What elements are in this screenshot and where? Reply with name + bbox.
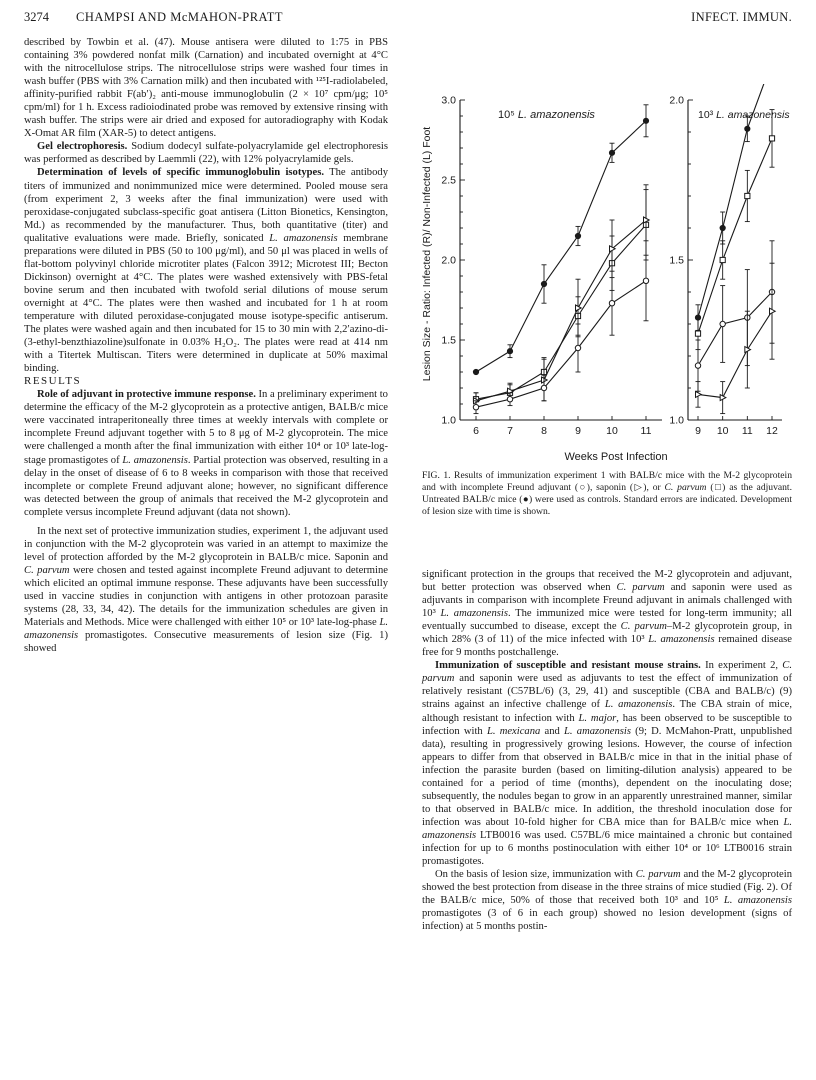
running-header bbox=[24, 10, 792, 30]
paragraph: Role of adjuvant in protective immune response. In a preliminary experiment to determine the efficacy of the M-2 glycoprotein as a protective antigen, BALB/c mice were vaccinated intraperitoneally three times at weekly intervals with complete or incomplete Freund adjuvant together with 5 to 8 μg of M-2 glycoprotein. The mice were challenged a month after the final immunization with either 10⁴ or 10³ late-log-stage promastigotes of L. amazonensis. Partial protection was observed, resulting in a delay in the onset of disease of 6 to 8 weeks in comparison with those that received incomplete or complete Freund adjuvant alone; however, no significant difference was detected between the group of animals that received the M-2 glycoprotein and complete versus incomplete Freund adjuvant (data not shown). bbox=[24, 389, 389, 518]
series-line-open-square bbox=[476, 225, 646, 399]
y-tick-label: 2.5 bbox=[441, 174, 456, 187]
paragraph: described by Towbin et al. (47). Mouse antisera were diluted to 1:75 in PBS containing 3% powdered nonfat milk (Carnation) and incubated overnight at 4°C with the nitrocellulose strips. The nitrocellulose strips were washed four times in wash buffer (PBS with 3% Carnation milk) and then incubated with ¹²⁵I-radiolabeled, affinity-purified rabbit F(ab′)₂ anti-mouse immunoglobulin (2 × 10⁷ cpm/μg; 10⁵ cpm/ml) for 1 h. Excess radioiodinated probe was removed by extensive rinsing with wash buffer. The strips were air dried and exposed for autoradiography with Kodak X-Omat AR film (XAR-5) to detect antigens. bbox=[24, 37, 388, 140]
figure-1 bbox=[416, 84, 792, 468]
data-point-open-square bbox=[769, 136, 774, 141]
y-tick-label: 1.0 bbox=[441, 414, 456, 427]
data-point-filled-circle bbox=[507, 349, 512, 354]
x-tick-label: 9 bbox=[575, 425, 581, 437]
data-point-open-circle bbox=[720, 321, 725, 326]
data-point-filled-circle bbox=[575, 233, 580, 238]
y-tick-label: 1.5 bbox=[441, 334, 456, 347]
data-point-open-circle bbox=[541, 385, 546, 390]
x-tick-label: 9 bbox=[695, 425, 701, 437]
left-column bbox=[24, 36, 388, 655]
paragraph: On the basis of lesion size, immunization with C. parvum and the M-2 glycoprotein showed the best protection from disease in the three strains of mice studied (Fig. 2). Of the BALB/c mice, 50% of those that received both 10³ and 10⁵ L. amazonensis promastigotes (3 of 6 in each group) showed no lesion development (signs of infection) at 5 months postin- bbox=[422, 869, 792, 933]
y-tick-label: 2.0 bbox=[669, 94, 684, 107]
data-point-open-square bbox=[720, 257, 725, 262]
x-tick-label: 8 bbox=[541, 425, 547, 437]
x-tick-label: 10 bbox=[606, 425, 618, 437]
series-line-open-triangle bbox=[476, 220, 646, 401]
running-authors: CHAMPSI AND McMAHON-PRATT bbox=[76, 10, 283, 24]
run-in-heading: Role of adjuvant in protective immune response. bbox=[37, 389, 256, 401]
x-tick-label: 10 bbox=[716, 425, 729, 437]
y-tick-label: 3.0 bbox=[441, 94, 456, 107]
data-point-filled-circle bbox=[745, 126, 750, 131]
x-tick-label: 11 bbox=[741, 425, 753, 437]
panel-1-title: 10⁵ L. amazonensis bbox=[498, 109, 595, 121]
y-axis-label: Lesion Size - Ratio: Infected (R)/ Non-Infected (L) Foot bbox=[421, 126, 433, 382]
data-point-open-circle bbox=[643, 278, 648, 283]
data-point-open-circle bbox=[473, 405, 478, 410]
journal-abbrev: INFECT. IMMUN. bbox=[691, 10, 792, 24]
figure-caption: FIG. 1. Results of immunization experiment 1 with BALB/c mice with the M-2 glycoprotein and with incomplete Freund adjuvant (○), saponin (▷), or C. parvum (□) as the adjuvant. Untreated BALB/c mice (●) were used as controls. Standard errors are indicated. Development of lesion size with time is shown. bbox=[422, 470, 792, 518]
data-point-filled-circle bbox=[720, 225, 725, 230]
paragraph: In the next set of protective immunization studies, experiment 1, the adjuvant used in conjunction with the M-2 glycoprotein was varied in an attempt to maximize the level of protection afforded by the M-2 glycoprotein in BALB/c mice. Saponin and C. parvum were chosen and tested against incomplete Freund adjuvant to determine which elicited an optimal immune response. These adjuvants have been successfully used in vaccine studies in conjunction with antigens in other protozoan parasite systems (28, 33, 34, 42). The details for the immunization schedules are given in Materials and Methods. Mice were challenged with either 10⁵ or 10³ late-log-phase L. amazonensis promastigotes. Consecutive measurements of lesion size (Fig. 1) showed bbox=[24, 525, 388, 655]
paragraph: significant protection in the groups that received the M-2 glycoprotein and adjuvant, but better protection was observed when C. parvum and saponin were used as adjuvants in comparison with incomplete Freund adjuvant in animals challenged with 10³ L. amazonensis. The immunized mice were tested for long-term immunity; all eventually succumbed to disease, except the C. parvum–M-2 glycoprotein group, in which 28% (3 of 11) of the mice infected with 10³ L. amazonensis remained disease free for 9 months postchallenge. bbox=[422, 569, 792, 659]
series-line-open-triangle bbox=[698, 311, 772, 397]
data-point-open-circle bbox=[507, 397, 512, 402]
series-line-filled-circle bbox=[476, 121, 646, 372]
run-in-heading: Determination of levels of specific immunoglobulin isotypes. bbox=[37, 167, 325, 179]
y-tick-label: 1.0 bbox=[669, 414, 684, 427]
series-line-open-square bbox=[698, 138, 772, 333]
data-point-filled-circle bbox=[541, 281, 546, 286]
run-in-heading: Immunization of susceptible and resistant mouse strains. bbox=[435, 660, 701, 672]
data-point-open-square bbox=[745, 193, 750, 198]
x-tick-label: 12 bbox=[766, 425, 778, 437]
data-point-open-square bbox=[695, 331, 700, 336]
x-tick-label: 6 bbox=[473, 425, 479, 437]
y-tick-label: 2.0 bbox=[441, 254, 456, 267]
data-point-open-circle bbox=[575, 345, 580, 350]
data-point-filled-circle bbox=[609, 150, 614, 155]
run-in-heading: Gel electrophoresis. bbox=[37, 141, 128, 153]
data-point-open-circle bbox=[609, 301, 614, 306]
paragraph: Determination of levels of specific immunoglobulin isotypes. The antibody titers of immunized and nonimmunized mice were determined. Pooled mouse sera (from experiment 2, 3 weeks after the final immunization) were used with peroxidase-conjugated subclass-specific goat antisera (Litton Bionetics, Kensington, Md.) as recommended by the manufacturer. Thus, both quantitative (titer) and qualitative evaluations were made. Briefly, sonicated L. amazonensis membrane preparations were diluted in PBS (50 to 100 μg/ml), and 50 μl was placed in wells of flat-bottom polyvinyl chloride microtiter plates (Falcon 3912; Microtest III; Becton Dickinson) overnight at 4°C. The plates were washed extensively with PBS-fetal bovine serum and then incubated with twofold serial dilutions of mouse serum overnight at 4°C. The plates were then washed and incubated for 1 h at room temperature with diluted peroxidase-conjugated mouse isotype-specific antiserum. The plates were washed again and then incubated for 15 to 30 min with 2,2′azino-di-(3-ethyl-benzthiazoline)sulfonate in 0.03% H₂O₂. The plates were read at 414 nm with a Titertek Multiscan. Titers were determined in duplicate at 50% maximal binding. bbox=[24, 167, 388, 375]
paragraph: Immunization of susceptible and resistant mouse strains. In experiment 2, C. parvum and saponin were used as adjuvants to test the effect of immunization of relatively resistant (C57BL/6) (3, 29, 41) and susceptible (CBA and BALB/c) (9) strains against an infective challenge of L. amazonensis. The CBA strain of mice, although resistant to infection with L. major, has been observed to be susceptible to infection with L. mexicana and L. amazonensis (9; D. McMahon-Pratt, unpublished data), resulting in progressively growing lesions. However, the course of infection appears to differ from that observed in BALB/c mice in that in the initial phase of infection the parasite burden (based on limiting-dilution analysis) appeared to be contained for a period of time (months), dependent on the inoculating dose; subsequently, the nodules began to grow in an apparently unrestrained manner, similar to that observed in BALB/c mice. In addition, the threshold inoculation dose for infection was about 10-fold higher for CBA mice than for BALB/c mice when L. amazonensis LTB0016 was used. C57BL/6 mice maintained a chronic but contained infection for up to 6 months postinoculation with either 10⁴ or 10⁶ LTB0016 strain promastigotes. bbox=[422, 660, 793, 868]
data-point-open-circle bbox=[695, 363, 700, 368]
panel-2-title: 10³ L. amazonensis bbox=[698, 109, 790, 121]
x-tick-label: 11 bbox=[640, 425, 652, 437]
paragraph: Gel electrophoresis. Sodium dodecyl sulfate-polyacrylamide gel electrophoresis was performed as described by Laemmli (22), with 12% polyacrylamide gels. bbox=[24, 141, 388, 166]
x-tick-label: 7 bbox=[507, 425, 513, 437]
right-column bbox=[422, 568, 792, 933]
figure-1-chart bbox=[416, 84, 792, 468]
section-heading: RESULTS bbox=[24, 375, 82, 388]
data-point-filled-circle bbox=[473, 369, 478, 374]
page-number: 3274 bbox=[24, 10, 49, 24]
x-axis-label: Weeks Post Infection bbox=[564, 451, 668, 463]
y-tick-label: 1.5 bbox=[669, 254, 684, 267]
data-point-filled-circle bbox=[643, 118, 648, 123]
